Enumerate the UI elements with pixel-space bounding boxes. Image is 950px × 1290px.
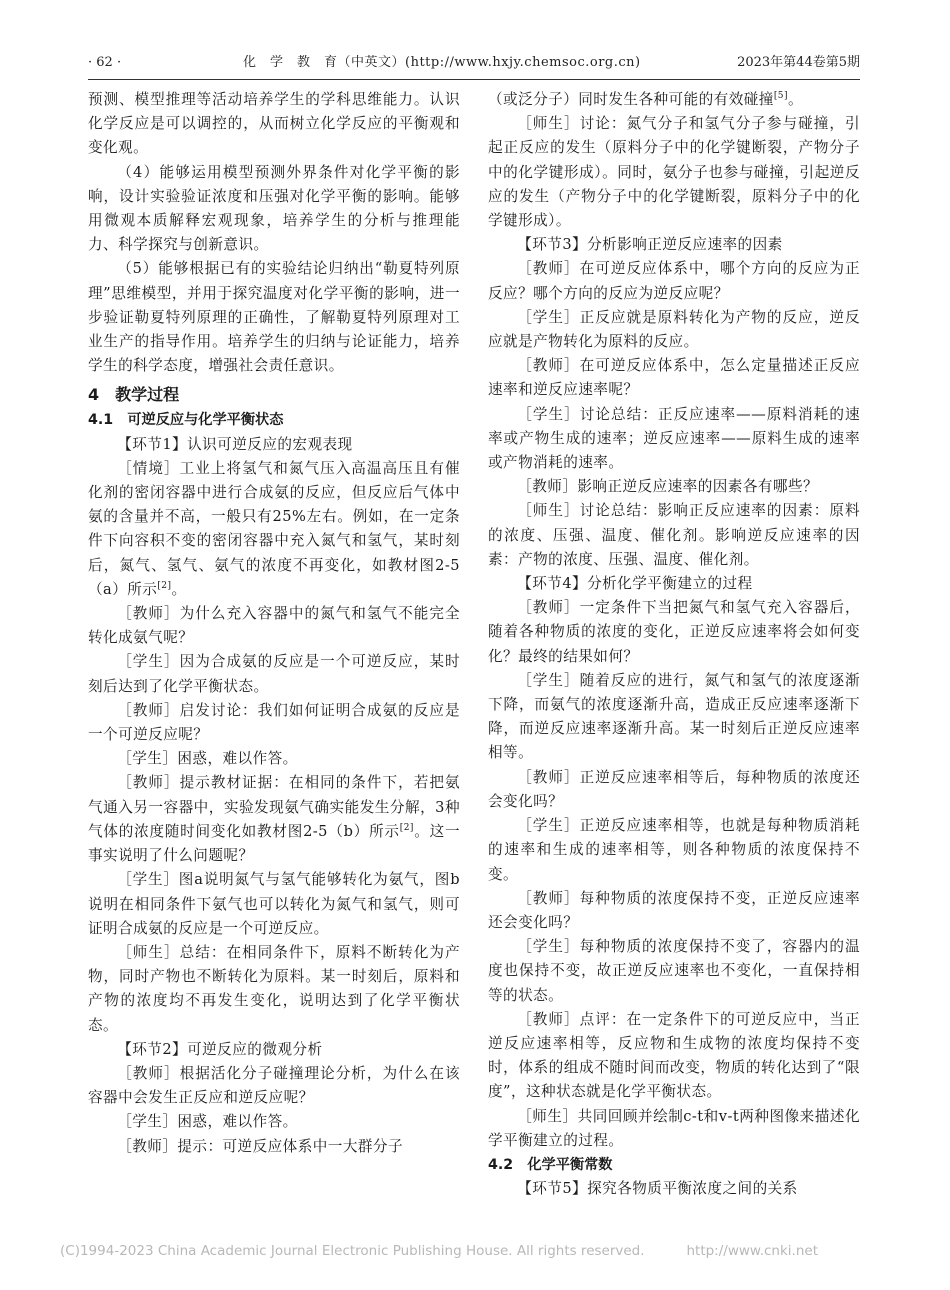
paragraph: ［师生］讨论：氮气分子和氢气分子参与碰撞，引起正反应的发生（原料分子中的化学键断裂，产物分子中的化学键形成）。同时，氨分子也参与碰撞，引起逆反应的发生（产物分子中的化学键断裂，原料分子中的化学键形成）。 xyxy=(488,115,860,230)
paragraph: 【环节3】分析影响正逆反应速率的因素 xyxy=(517,236,783,254)
citation: [5] xyxy=(773,91,788,102)
paragraph: ［教师］启发讨论：我们如何证明合成氨的反应是一个可逆反应呢？ xyxy=(88,701,460,744)
paragraph: ［教师］在可逆反应体系中，哪个方向的反应为正反应？哪个方向的反应为逆反应呢？ xyxy=(488,260,860,302)
paragraph: （4）能够运用模型预测外界条件对化学平衡的影响，设计实验验证浓度和压强对化学平衡的影响。能够用微观本质解释宏观现象，培养学生的分析与推理能力、科学探究与创新意识。 xyxy=(88,163,460,254)
subsection-heading: 4.1 可逆反应与化学平衡状态 xyxy=(88,412,284,429)
copyright-text: (C)1994-2023 China Academic Journal Electronic Publishing House. All rights reserved. xyxy=(60,1243,645,1259)
paragraph: ［学生］正反应就是原料转化为产物的反应，逆反应就是产物转化为原料的反应。 xyxy=(488,308,860,351)
paragraph-text: ［情境］工业上将氢气和氮气压入高温高压且有催化剂的密闭容器中进行合成氨的反应，但反应后气体中氨的含量并不高，一般只有25%左右。例如，在一定条件下向容积不变的密闭容器中充入氮气和氢气，某时刻后，氮气、氢气、氨气的浓度不再变化，如教材图2-5（a）所示 xyxy=(88,459,460,598)
paragraph xyxy=(488,88,860,112)
paragraph: ［教师］为什么充入容器中的氮气和氢气不能完全转化成氨气呢？ xyxy=(88,605,460,647)
paragraph: ［学生］图a说明氮气与氢气能够转化为氨气，图b说明在相同条件下氨气也可以转化为氮气和氢气，则可证明合成氨的反应是一个可逆反应。 xyxy=(88,871,460,937)
paragraph: ［学生］困惑，难以作答。 xyxy=(117,1113,298,1131)
left-column xyxy=(88,88,460,1159)
paragraph: （5）能够根据已有的实验结论归纳出“勒夏特列原理”思维模型，并用于探究温度对化学平衡的影响，进一步验证勒夏特列原理的正确性，了解勒夏特列原理对工业生产的指导作用。培养学生的归纳与论证能力，培养学生的科学态度，增强社会责任意识。 xyxy=(88,260,460,375)
paragraph: ［教师］每种物质的浓度保持不变，正逆反应速率还会变化吗？ xyxy=(488,889,860,931)
paragraph: ［师生］总结：在相同条件下，原料不断转化为产物，同时产物也不断转化为原料。某一时刻后，原料和产物的浓度均不再发生变化，说明达到了化学平衡状态。 xyxy=(88,943,460,1034)
paragraph: ［教师］根据活化分子碰撞理论分析，为什么在该容器中会发生正反应和逆反应呢？ xyxy=(88,1064,460,1107)
paragraph: ［学生］随着反应的进行，氮气和氢气的浓度逐渐下降，而氨气的浓度逐渐升高，造成正反应速率逐渐下降，而逆反应速率逐渐升高。某一时刻后正逆反应速率相等。 xyxy=(488,671,860,762)
paragraph: ［学生］因为合成氨的反应是一个可逆反应，某时刻后达到了化学平衡状态。 xyxy=(88,653,460,695)
paragraph: 预测、模型推理等活动培养学生的学科思维能力。认识化学反应是可以调控的，从而树立化学反应的平衡观和变化观。 xyxy=(88,91,460,157)
paragraph: ［教师］正逆反应速率相等后，每种物质的浓度还会变化吗？ xyxy=(488,768,860,810)
journal-title: 化 学 教 育（中英文）(http://www.hxjy.chemsoc.org.cn) xyxy=(243,55,641,70)
page-number: · 62 · xyxy=(88,55,122,70)
right-column xyxy=(488,88,860,1201)
paragraph: ［教师］提示：可逆反应体系中一大群分子 xyxy=(117,1137,404,1155)
paragraph: ［教师］影响正逆反应速率的因素各有哪些？ xyxy=(517,478,819,496)
paragraph: ［学生］讨论总结：正反应速率——原料消耗的速率或产物生成的速率；逆反应速率——原料生成的速率或产物消耗的速率。 xyxy=(488,405,860,472)
header-rule xyxy=(88,79,860,80)
paragraph: ［师生］共同回顾并绘制c-t和v-t两种图像来描述化学平衡建立的过程。 xyxy=(488,1107,860,1149)
footer-url[interactable]: http://www.cnki.net xyxy=(686,1243,818,1259)
paragraph: ［教师］点评：在一定条件下的可逆反应中，当正逆反应速率相等，反应物和生成物的浓度均保持不变时，体系的组成不随时间而改变，物质的转化达到了“限度”，这种状态就是化学平衡状态。 xyxy=(488,1010,860,1101)
paragraph: ［教师］在可逆反应体系中，怎么定量描述正反应速率和逆反应速率呢？ xyxy=(488,357,860,399)
paragraph-text: 。 xyxy=(171,580,187,598)
paragraph xyxy=(88,457,460,602)
paragraph xyxy=(88,771,460,868)
paragraph: ［师生］讨论总结：影响正反应速率的因素：原料的浓度、压强、温度、催化剂。影响逆反应速率的因素：产物的浓度、压强、温度、催化剂。 xyxy=(488,502,860,568)
paragraph: 【环节1】认识可逆反应的宏观表现 xyxy=(117,435,353,453)
paragraph: ［学生］每种物质的浓度保持不变了，容器内的温度也保持不变，故正逆反应速率也不变化，一直保持相等的状态。 xyxy=(488,938,860,1004)
paragraph-text: ［教师］提示教材证据：在相同的条件下，若把氨气通入另一容器中，实验发现氨气确实能发生分解，3种气体的浓度随时间变化如教材图2-5（b）所示 xyxy=(88,774,460,840)
paragraph: ［学生］困惑，难以作答。 xyxy=(117,750,298,768)
paragraph: 【环节2】可逆反应的微观分析 xyxy=(117,1040,323,1058)
issue-info: 2023年第44卷第5期 xyxy=(737,55,860,70)
paragraph: ［教师］一定条件下当把氮气和氢气充入容器后，随着各种物质的浓度的变化，正逆反应速率将会如何变化？最终的结果如何？ xyxy=(488,599,860,665)
subsection-heading: 4.2 化学平衡常数 xyxy=(488,1156,613,1173)
paragraph: 【环节4】分析化学平衡建立的过程 xyxy=(517,575,753,593)
paragraph: ［学生］正逆反应速率相等，也就是每种物质消耗的速率和生成的速率相等，则各种物质的浓度保持不变。 xyxy=(488,817,860,883)
section-heading: 4 教学过程 xyxy=(88,385,180,405)
citation: [2] xyxy=(399,823,414,834)
paragraph-text: （或泛分子）同时发生各种可能的有效碰撞 xyxy=(488,91,774,108)
paragraph: 【环节5】探究各物质平衡浓度之间的关系 xyxy=(517,1180,798,1198)
citation: [2] xyxy=(157,581,172,591)
paragraph-text: 。 xyxy=(787,91,803,108)
paragraph-text: 。这一事实说明了什么问题呢？ xyxy=(88,822,460,865)
running-header xyxy=(88,50,860,76)
